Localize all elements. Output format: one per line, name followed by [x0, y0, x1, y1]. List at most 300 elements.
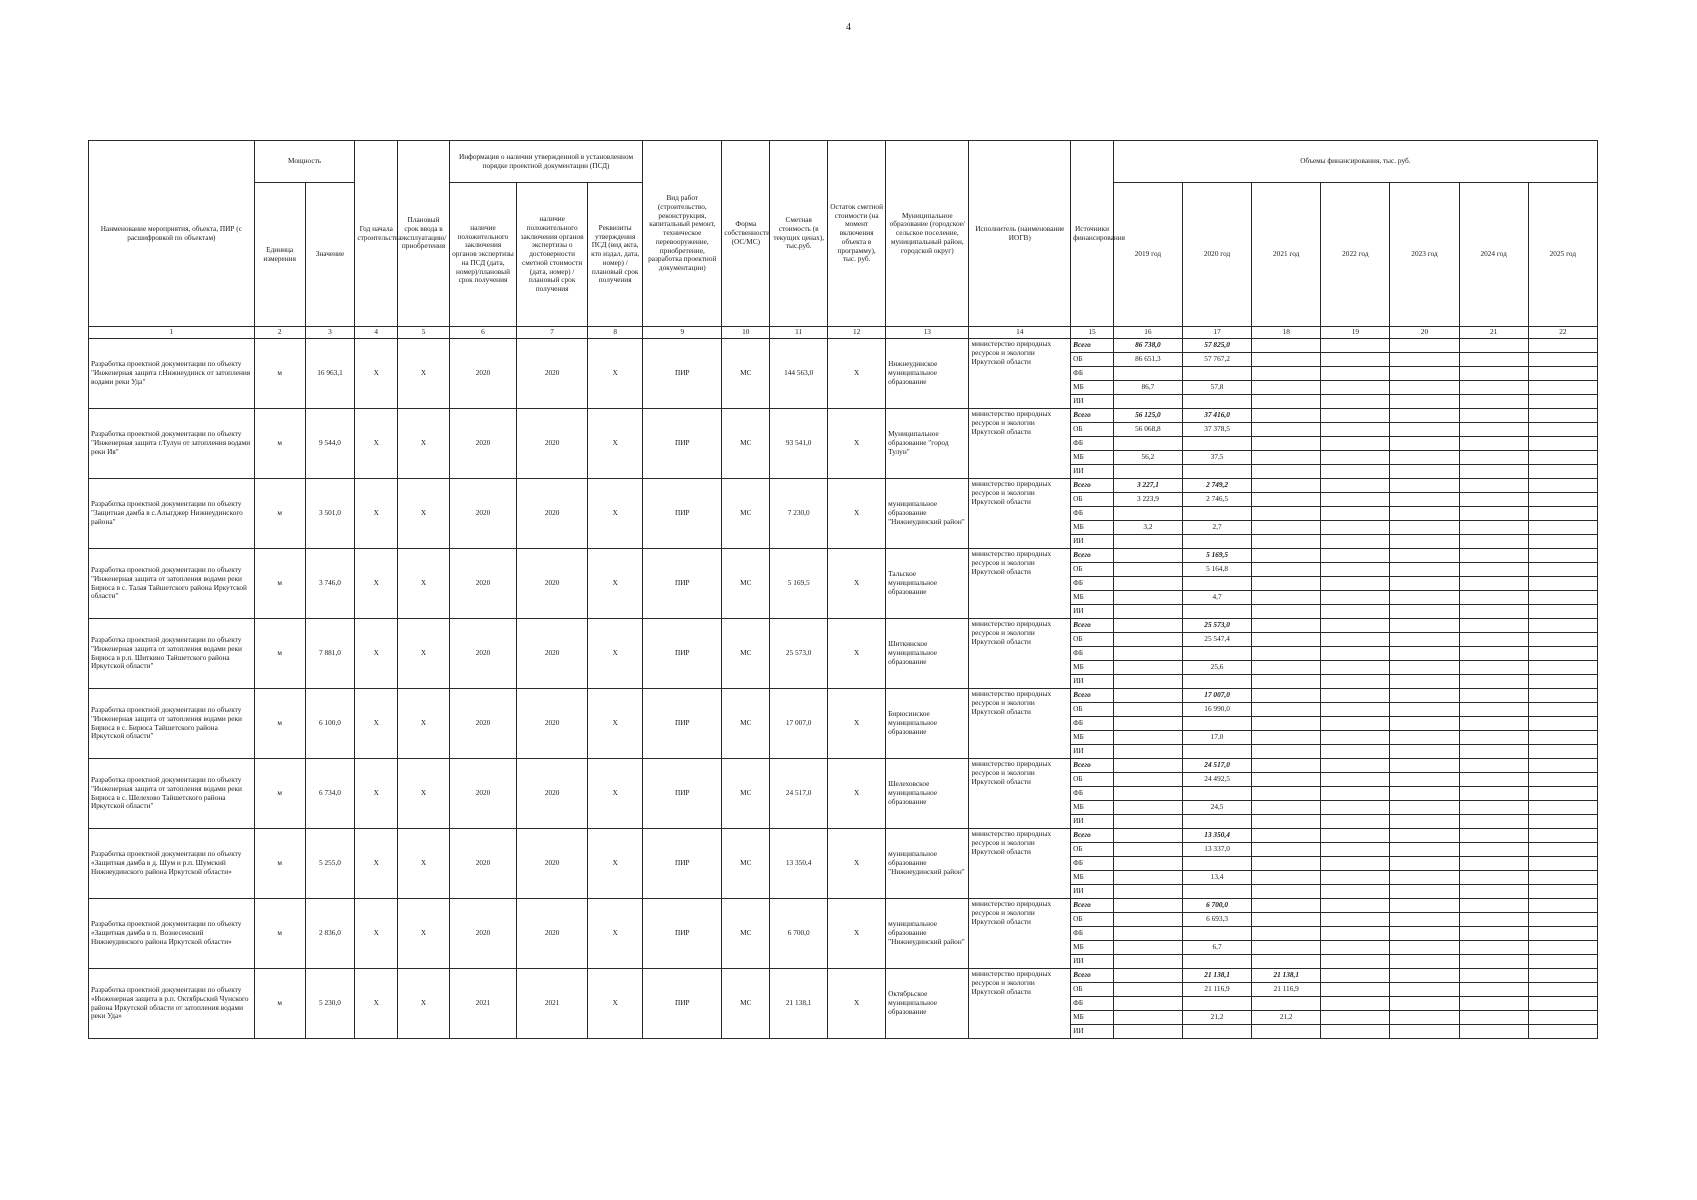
funding-cell: 2,7	[1183, 521, 1252, 535]
funding-cell	[1528, 829, 1597, 843]
funding-cell	[1528, 871, 1597, 885]
capacity-value: 6 100,0	[305, 689, 355, 759]
funding-cell: 57,8	[1183, 381, 1252, 395]
funding-cell	[1113, 675, 1182, 689]
funding-source: МБ	[1071, 801, 1114, 815]
psd-requisites: Х	[588, 409, 643, 479]
funding-cell	[1321, 521, 1390, 535]
funding-cell	[1528, 661, 1597, 675]
funding-source: ФБ	[1071, 437, 1114, 451]
commission-date: Х	[398, 339, 450, 409]
funding-cell	[1113, 829, 1182, 843]
object-name: Разработка проектной документации по объекту «Инженерная защита в р.п. Октябрьский Чунского района Иркутской области от затопления водами реки Уда»	[89, 969, 255, 1039]
funding-source: ФБ	[1071, 787, 1114, 801]
object-name: Разработка проектной документации по объекту "Инженерная защита от затопления водами реки Бирюса в с. Бирюса Тайшетского района Иркутской области"	[89, 689, 255, 759]
funding-cell	[1252, 843, 1321, 857]
funding-cell	[1459, 493, 1528, 507]
funding-cell	[1321, 437, 1390, 451]
executor: министерство природных ресурсов и экологии Иркутской области	[969, 619, 1071, 689]
commission-date: Х	[398, 899, 450, 969]
funding-cell	[1113, 717, 1182, 731]
funding-cell	[1113, 997, 1182, 1011]
header-name: Наименование мероприятия, объекта, ПИР (с расшифровкой по объектам)	[89, 141, 255, 327]
column-number: 5	[398, 327, 450, 339]
funding-source: ФБ	[1071, 367, 1114, 381]
funding-cell	[1390, 703, 1459, 717]
funding-cell	[1390, 857, 1459, 871]
funding-cell	[1252, 857, 1321, 871]
funding-source: МБ	[1071, 591, 1114, 605]
funding-cell	[1390, 955, 1459, 969]
funding-cell	[1528, 913, 1597, 927]
work-type: ПИР	[643, 409, 722, 479]
estimated-cost: 93 541,0	[770, 409, 828, 479]
funding-cell: 21 138,1	[1252, 969, 1321, 983]
funding-cell	[1459, 381, 1528, 395]
column-number: 11	[770, 327, 828, 339]
funding-source: ИИ	[1071, 675, 1114, 689]
column-number: 7	[517, 327, 588, 339]
funding-cell: 25 547,4	[1183, 633, 1252, 647]
funding-cell	[1459, 353, 1528, 367]
funding-cell	[1113, 815, 1182, 829]
work-type: ПИР	[643, 969, 722, 1039]
funding-cell	[1459, 479, 1528, 493]
funding-cell: 2 746,5	[1183, 493, 1252, 507]
remaining-cost: Х	[828, 549, 886, 619]
funding-cell: 6 693,3	[1183, 913, 1252, 927]
header-remaining: Остаток сметной стоимости (на момент включения объекта в программу), тыс. руб.	[828, 141, 886, 327]
funding-cell	[1390, 843, 1459, 857]
ownership-form: МС	[722, 479, 770, 549]
funding-cell: 25,6	[1183, 661, 1252, 675]
funding-cell: 13,4	[1183, 871, 1252, 885]
funding-cell	[1459, 969, 1528, 983]
commission-date: Х	[398, 409, 450, 479]
psd-requisites: Х	[588, 899, 643, 969]
psd-requisites: Х	[588, 479, 643, 549]
capacity-value: 2 836,0	[305, 899, 355, 969]
funding-cell	[1459, 675, 1528, 689]
commission-date: Х	[398, 969, 450, 1039]
funding-cell	[1528, 451, 1597, 465]
work-type: ПИР	[643, 549, 722, 619]
funding-cell	[1528, 353, 1597, 367]
psd-requisites: Х	[588, 689, 643, 759]
object-name: Разработка проектной документации по объекту "Инженерная защита г.Тулун от затопления водами реки Ия"	[89, 409, 255, 479]
funding-source: Всего	[1071, 339, 1114, 353]
funding-cell	[1321, 549, 1390, 563]
column-number: 2	[254, 327, 305, 339]
funding-source: МБ	[1071, 451, 1114, 465]
funding-cell	[1113, 633, 1182, 647]
funding-source: ФБ	[1071, 577, 1114, 591]
funding-cell	[1113, 969, 1182, 983]
funding-cell	[1528, 1025, 1597, 1039]
funding-cell	[1321, 815, 1390, 829]
funding-cell: 4,7	[1183, 591, 1252, 605]
start-year: Х	[355, 549, 398, 619]
funding-cell	[1528, 493, 1597, 507]
funding-cell: 5 164,8	[1183, 563, 1252, 577]
funding-cell: 56 125,0	[1113, 409, 1182, 423]
funding-cell	[1459, 339, 1528, 353]
funding-cell	[1113, 787, 1182, 801]
estimated-cost: 6 700,0	[770, 899, 828, 969]
executor: министерство природных ресурсов и экологии Иркутской области	[969, 479, 1071, 549]
funding-cell: 3,2	[1113, 521, 1182, 535]
psd-estimate: 2020	[517, 479, 588, 549]
funding-cell	[1252, 577, 1321, 591]
table-body	[89, 339, 1598, 1039]
object-name: Разработка проектной документации по объекту "Инженерная защита г.Нижнеудинск от затопления водами реки Уда"	[89, 339, 255, 409]
executor: министерство природных ресурсов и экологии Иркутской области	[969, 339, 1071, 409]
table-row	[89, 689, 1598, 703]
funding-cell	[1390, 969, 1459, 983]
ownership-form: МС	[722, 409, 770, 479]
funding-cell	[1183, 745, 1252, 759]
funding-cell	[1528, 997, 1597, 1011]
funding-source: МБ	[1071, 381, 1114, 395]
page-number: 4	[846, 22, 851, 33]
header-ownership: Форма собственности (ОС/МС)	[722, 141, 770, 327]
funding-cell	[1390, 717, 1459, 731]
funding-cell	[1183, 717, 1252, 731]
capacity-unit: м	[254, 619, 305, 689]
column-number: 19	[1321, 327, 1390, 339]
table-row	[89, 829, 1598, 843]
psd-estimate: 2020	[517, 549, 588, 619]
funding-cell: 3 223,9	[1113, 493, 1182, 507]
funding-cell	[1528, 577, 1597, 591]
ownership-form: МС	[722, 969, 770, 1039]
funding-cell	[1390, 829, 1459, 843]
table-row	[89, 479, 1598, 493]
funding-cell	[1528, 843, 1597, 857]
funding-cell	[1321, 689, 1390, 703]
funding-cell: 5 169,5	[1183, 549, 1252, 563]
funding-cell	[1528, 605, 1597, 619]
remaining-cost: Х	[828, 689, 886, 759]
capacity-value: 6 734,0	[305, 759, 355, 829]
funding-source: МБ	[1071, 731, 1114, 745]
start-year: Х	[355, 479, 398, 549]
psd-requisites: Х	[588, 829, 643, 899]
funding-cell: 17 007,0	[1183, 689, 1252, 703]
capacity-unit: м	[254, 479, 305, 549]
funding-cell	[1113, 913, 1182, 927]
capacity-value: 5 255,0	[305, 829, 355, 899]
column-number: 9	[643, 327, 722, 339]
funding-cell	[1390, 451, 1459, 465]
table-row	[89, 409, 1598, 423]
start-year: Х	[355, 689, 398, 759]
column-number: 12	[828, 327, 886, 339]
estimated-cost: 17 007,0	[770, 689, 828, 759]
funding-cell	[1459, 619, 1528, 633]
header-year-2020: 2020 год	[1183, 183, 1252, 327]
column-number: 6	[449, 327, 516, 339]
header-source: Источники финансирования	[1071, 141, 1114, 327]
funding-cell	[1113, 843, 1182, 857]
header-value: Значение	[305, 183, 355, 327]
funding-cell	[1459, 983, 1528, 997]
funding-source: Всего	[1071, 829, 1114, 843]
funding-cell: 21,2	[1183, 1011, 1252, 1025]
funding-cell	[1321, 675, 1390, 689]
funding-cell	[1459, 857, 1528, 871]
municipality: муниципальное образование "Нижнеудинский район"	[886, 829, 969, 899]
municipality: Шиткинское муниципальное образование	[886, 619, 969, 689]
funding-source: ФБ	[1071, 927, 1114, 941]
funding-cell	[1321, 465, 1390, 479]
funding-cell	[1459, 367, 1528, 381]
commission-date: Х	[398, 619, 450, 689]
funding-cell	[1252, 885, 1321, 899]
table-row	[89, 899, 1598, 913]
funding-cell: 16 990,0	[1183, 703, 1252, 717]
psd-positive: 2020	[449, 829, 516, 899]
funding-cell	[1321, 577, 1390, 591]
funding-cell	[1252, 437, 1321, 451]
psd-estimate: 2021	[517, 969, 588, 1039]
funding-cell	[1390, 661, 1459, 675]
funding-cell	[1459, 717, 1528, 731]
funding-cell	[1528, 885, 1597, 899]
funding-source: ИИ	[1071, 395, 1114, 409]
column-number-row	[89, 327, 1598, 339]
funding-cell	[1113, 395, 1182, 409]
funding-cell	[1390, 927, 1459, 941]
funding-cell: 6 700,0	[1183, 899, 1252, 913]
psd-positive: 2020	[449, 479, 516, 549]
ownership-form: МС	[722, 829, 770, 899]
start-year: Х	[355, 829, 398, 899]
funding-cell	[1183, 997, 1252, 1011]
funding-cell	[1528, 367, 1597, 381]
funding-cell	[1459, 885, 1528, 899]
funding-cell	[1528, 563, 1597, 577]
funding-source: ИИ	[1071, 465, 1114, 479]
funding-cell	[1321, 913, 1390, 927]
funding-cell	[1113, 591, 1182, 605]
funding-cell	[1390, 423, 1459, 437]
psd-estimate: 2020	[517, 759, 588, 829]
funding-cell	[1321, 829, 1390, 843]
funding-cell	[1459, 437, 1528, 451]
commission-date: Х	[398, 479, 450, 549]
funding-cell	[1528, 423, 1597, 437]
funding-source: Всего	[1071, 549, 1114, 563]
funding-cell	[1390, 591, 1459, 605]
funding-cell	[1252, 493, 1321, 507]
start-year: Х	[355, 409, 398, 479]
funding-cell	[1459, 409, 1528, 423]
psd-positive: 2020	[449, 619, 516, 689]
funding-cell	[1528, 787, 1597, 801]
psd-positive: 2020	[449, 409, 516, 479]
psd-requisites: Х	[588, 759, 643, 829]
funding-cell	[1459, 577, 1528, 591]
funding-cell	[1321, 367, 1390, 381]
psd-positive: 2020	[449, 689, 516, 759]
funding-cell	[1252, 353, 1321, 367]
funding-source: МБ	[1071, 521, 1114, 535]
funding-cell	[1321, 955, 1390, 969]
funding-cell	[1252, 899, 1321, 913]
funding-cell	[1459, 689, 1528, 703]
funding-cell	[1183, 395, 1252, 409]
funding-cell	[1321, 871, 1390, 885]
funding-cell	[1321, 619, 1390, 633]
header-psd-estimate: наличие положительного заключения органов экспертизы о достоверности сметной стоимости (дата, номер) / плановый срок получения	[517, 183, 588, 327]
executor: министерство природных ресурсов и экологии Иркутской области	[969, 829, 1071, 899]
funding-cell: 57 825,0	[1183, 339, 1252, 353]
commission-date: Х	[398, 549, 450, 619]
funding-cell	[1113, 983, 1182, 997]
funding-cell	[1113, 955, 1182, 969]
funding-source: ИИ	[1071, 605, 1114, 619]
funding-cell	[1252, 745, 1321, 759]
municipality: муниципальное образование "Нижнеудинский район"	[886, 899, 969, 969]
funding-cell	[1390, 395, 1459, 409]
funding-cell	[1390, 563, 1459, 577]
work-type: ПИР	[643, 619, 722, 689]
funding-cell	[1528, 815, 1597, 829]
funding-cell	[1113, 941, 1182, 955]
funding-cell	[1321, 563, 1390, 577]
funding-source: ОБ	[1071, 353, 1114, 367]
capacity-unit: м	[254, 689, 305, 759]
funding-cell	[1321, 703, 1390, 717]
column-number: 18	[1252, 327, 1321, 339]
header-year-2021: 2021 год	[1252, 183, 1321, 327]
psd-positive: 2020	[449, 899, 516, 969]
funding-cell	[1252, 339, 1321, 353]
funding-cell	[1459, 591, 1528, 605]
funding-cell	[1113, 647, 1182, 661]
funding-cell	[1528, 773, 1597, 787]
funding-cell	[1528, 983, 1597, 997]
funding-cell	[1113, 465, 1182, 479]
funding-cell	[1113, 871, 1182, 885]
funding-cell	[1459, 871, 1528, 885]
funding-cell	[1252, 801, 1321, 815]
capacity-unit: м	[254, 409, 305, 479]
funding-cell: 86,7	[1113, 381, 1182, 395]
funding-cell	[1321, 395, 1390, 409]
funding-source: ФБ	[1071, 857, 1114, 871]
funding-cell	[1459, 507, 1528, 521]
funding-cell	[1113, 689, 1182, 703]
column-number: 13	[886, 327, 969, 339]
funding-cell	[1321, 969, 1390, 983]
capacity-value: 7 881,0	[305, 619, 355, 689]
funding-cell: 24 517,0	[1183, 759, 1252, 773]
funding-cell	[1183, 507, 1252, 521]
funding-cell	[1459, 787, 1528, 801]
funding-cell	[1459, 521, 1528, 535]
funding-cell	[1183, 857, 1252, 871]
funding-cell	[1528, 857, 1597, 871]
funding-cell	[1183, 437, 1252, 451]
municipality: Октябрьское муниципальное образование	[886, 969, 969, 1039]
object-name: Разработка проектной документации по объекту "Инженерная защита от затопления водами реки Бирюса в с. Талая Тайшетского района Иркутской области"	[89, 549, 255, 619]
object-name: Разработка проектной документации по объекту «Защитная дамба в п. Вознесенский Нижнеудинского района Иркутской области»	[89, 899, 255, 969]
commission-date: Х	[398, 829, 450, 899]
funding-cell	[1183, 955, 1252, 969]
funding-cell	[1321, 409, 1390, 423]
funding-cell	[1528, 395, 1597, 409]
funding-cell	[1459, 745, 1528, 759]
funding-cell	[1528, 941, 1597, 955]
funding-cell	[1252, 717, 1321, 731]
header-executor: Исполнитель (наименование ИОГВ)	[969, 141, 1071, 327]
work-type: ПИР	[643, 829, 722, 899]
funding-cell	[1528, 535, 1597, 549]
funding-cell	[1528, 619, 1597, 633]
funding-cell	[1321, 423, 1390, 437]
object-name: Разработка проектной документации по объекту "Инженерная защита от затопления водами реки Бирюса в с. Шелехово Тайшетского района Иркутской области"	[89, 759, 255, 829]
funding-cell	[1252, 395, 1321, 409]
funding-cell	[1113, 605, 1182, 619]
funding-cell	[1390, 465, 1459, 479]
funding-cell	[1459, 1025, 1528, 1039]
funding-cell	[1459, 759, 1528, 773]
funding-cell	[1459, 801, 1528, 815]
funding-source: ФБ	[1071, 507, 1114, 521]
funding-cell	[1321, 759, 1390, 773]
psd-requisites: Х	[588, 339, 643, 409]
start-year: Х	[355, 619, 398, 689]
funding-source: Всего	[1071, 619, 1114, 633]
psd-positive: 2020	[449, 549, 516, 619]
work-type: ПИР	[643, 899, 722, 969]
funding-cell	[1459, 605, 1528, 619]
funding-source: ОБ	[1071, 423, 1114, 437]
funding-cell	[1113, 703, 1182, 717]
funding-cell	[1390, 507, 1459, 521]
funding-cell	[1321, 353, 1390, 367]
funding-source: ФБ	[1071, 717, 1114, 731]
funding-cell	[1252, 619, 1321, 633]
funding-cell	[1459, 465, 1528, 479]
funding-cell	[1321, 773, 1390, 787]
funding-cell	[1390, 381, 1459, 395]
funding-cell	[1528, 437, 1597, 451]
funding-cell	[1459, 703, 1528, 717]
funding-cell	[1252, 913, 1321, 927]
executor: министерство природных ресурсов и экологии Иркутской области	[969, 969, 1071, 1039]
funding-source: ФБ	[1071, 997, 1114, 1011]
work-type: ПИР	[643, 759, 722, 829]
funding-cell	[1459, 913, 1528, 927]
header-psd-requisites: Реквизиты утверждения ПСД (вид акта, кто издал, дата, номер) / плановый срок получения	[588, 183, 643, 327]
funding-cell	[1113, 577, 1182, 591]
executor: министерство природных ресурсов и экологии Иркутской области	[969, 409, 1071, 479]
funding-cell	[1252, 871, 1321, 885]
funding-cell	[1390, 353, 1459, 367]
funding-cell	[1183, 927, 1252, 941]
funding-cell	[1252, 1025, 1321, 1039]
funding-cell	[1528, 339, 1597, 353]
funding-cell	[1528, 675, 1597, 689]
funding-cell	[1390, 633, 1459, 647]
funding-cell: 24,5	[1183, 801, 1252, 815]
header-psd-info: Информация о наличии утвержденной в установленном порядке проектной документации (ПСД)	[449, 141, 642, 183]
funding-cell	[1528, 549, 1597, 563]
funding-cell	[1321, 507, 1390, 521]
